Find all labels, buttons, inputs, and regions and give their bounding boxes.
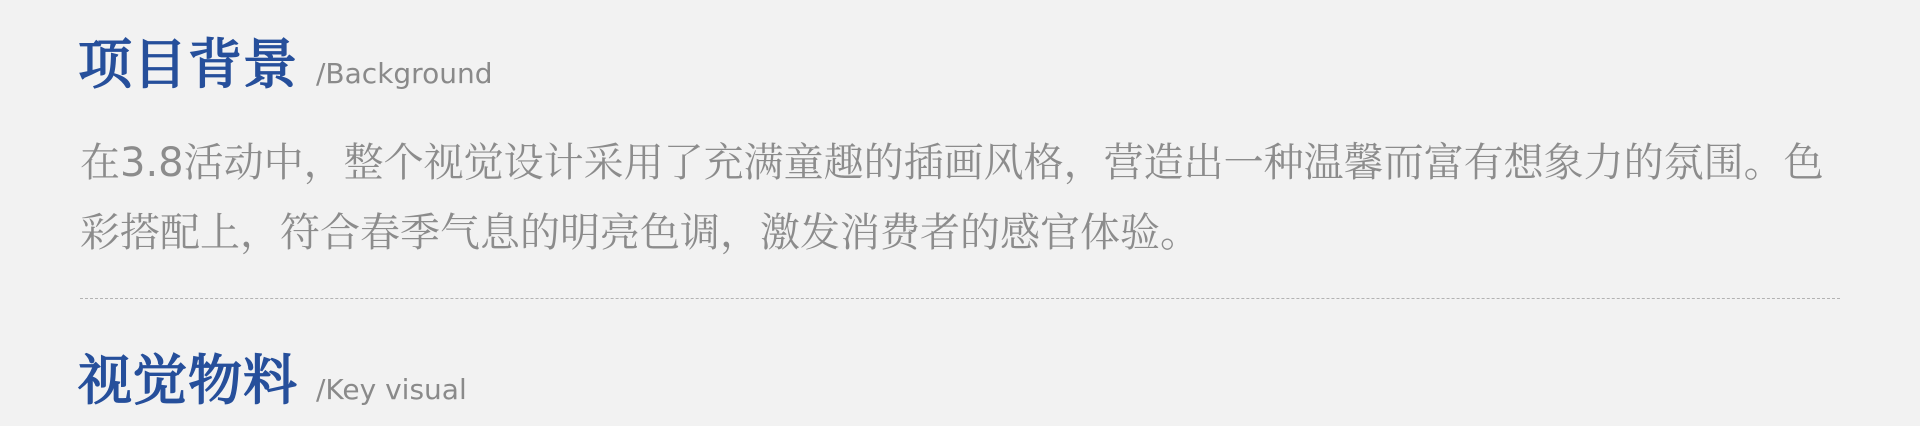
key-visual-title-en: /Key visual — [316, 373, 467, 406]
dashed-divider — [80, 298, 1840, 299]
background-title-zh: 项目背景 — [78, 33, 298, 96]
background-paragraph: 在3.8活动中，整个视觉设计采用了充满童趣的插画风格，营造出一种温馨而富有想象力的氛围。色彩搭配上，符合春季气息的明亮色调，激发消费者的感官体验。 — [80, 140, 1824, 256]
background-title-en: /Background — [316, 57, 493, 90]
key-visual-section-title — [78, 349, 467, 412]
background-section-title — [78, 33, 493, 96]
key-visual-title-zh: 视觉物料 — [78, 349, 298, 412]
